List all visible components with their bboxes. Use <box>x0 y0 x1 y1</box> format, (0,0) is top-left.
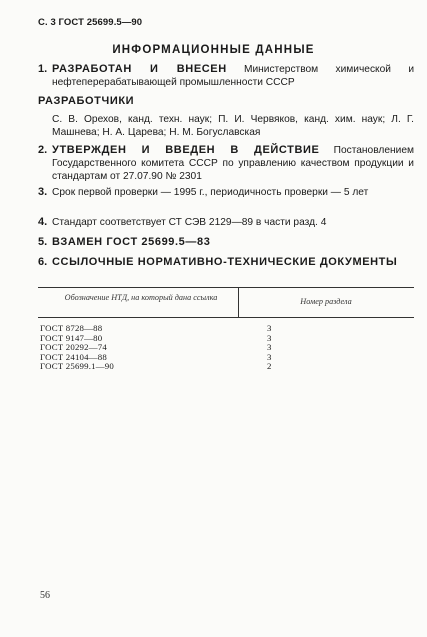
info-item-2 <box>38 144 414 183</box>
table-body <box>38 324 414 372</box>
item-text: Срок первой проверки — 1995 г., периодичность проверки — 5 лет <box>52 187 369 198</box>
table-cell-section: 3 <box>267 323 272 333</box>
table-cell-document: ГОСТ 20292—74 <box>40 342 107 352</box>
item-number: 4. <box>38 216 48 228</box>
table-row <box>38 362 414 372</box>
info-item-3 <box>38 186 414 199</box>
item-text: Постановлением Государственного комитета СССР по управлению качеством продукции и стандартам от 27.07.90 № 2301 <box>52 145 414 182</box>
table-cell-section: 2 <box>267 361 272 371</box>
table-cell-document: ГОСТ 8728—88 <box>40 323 103 333</box>
item-text: Министерством химической и нефтеперерабатывающей промышленности СССР <box>52 64 415 88</box>
item-caps-text: ВЗАМЕН ГОСТ 25699.5—83 <box>52 236 211 248</box>
table-header-document: Обозначение НТД, на который дана ссылка <box>64 293 218 302</box>
item-body <box>52 144 414 183</box>
table-header-section: Номер раздела <box>300 297 352 306</box>
table-cell-document: ГОСТ 24104—88 <box>40 351 107 362</box>
item-body <box>52 186 414 199</box>
table-cell-section: 3 <box>267 351 272 362</box>
info-item-4 <box>38 216 414 229</box>
info-item-5 <box>38 236 414 249</box>
item-number: 6. <box>38 256 48 268</box>
item-number: 3. <box>38 186 48 198</box>
table-header-rule <box>38 317 414 318</box>
item-caps-text: РАЗРАБОТАН И ВНЕСЕН <box>52 63 227 75</box>
item-number: 1. <box>38 63 48 75</box>
item-number: 2. <box>38 144 48 156</box>
item-text: Стандарт соответствует СТ СЭВ 2129—89 в части разд. 4 <box>52 217 327 228</box>
table-cell-document: ГОСТ 25699.1—90 <box>40 361 114 371</box>
section-title: ИНФОРМАЦИОННЫЕ ДАННЫЕ <box>112 44 315 56</box>
developers-heading: РАЗРАБОТЧИКИ <box>38 95 135 107</box>
info-item-1 <box>38 63 414 89</box>
table-top-rule <box>38 287 414 288</box>
info-item-6 <box>38 256 414 269</box>
item-body <box>52 236 414 249</box>
table-cell-document: ГОСТ 9147—80 <box>40 332 103 343</box>
developers-list: С. В. Орехов, канд. техн. наук; П. И. Червяков, канд. хим. наук; Л. Г. Машнева; Н. А. Царева; Н. М. Богуславская <box>52 114 414 138</box>
table-cell-section: 3 <box>267 342 272 352</box>
page-header: С. 3 ГОСТ 25699.5—90 <box>38 17 143 28</box>
item-caps-text: УТВЕРЖДЕН И ВВЕДЕН В ДЕЙСТВИЕ <box>52 144 320 156</box>
table-cell-section: 3 <box>267 332 272 343</box>
item-body <box>52 256 414 269</box>
page-number: 56 <box>40 590 50 601</box>
item-body <box>52 216 414 229</box>
item-caps-text: ССЫЛОЧНЫЕ НОРМАТИВНО-ТЕХНИЧЕСКИЕ ДОКУМЕНТЫ <box>52 256 398 268</box>
item-body <box>52 63 414 89</box>
item-number: 5. <box>38 236 48 248</box>
